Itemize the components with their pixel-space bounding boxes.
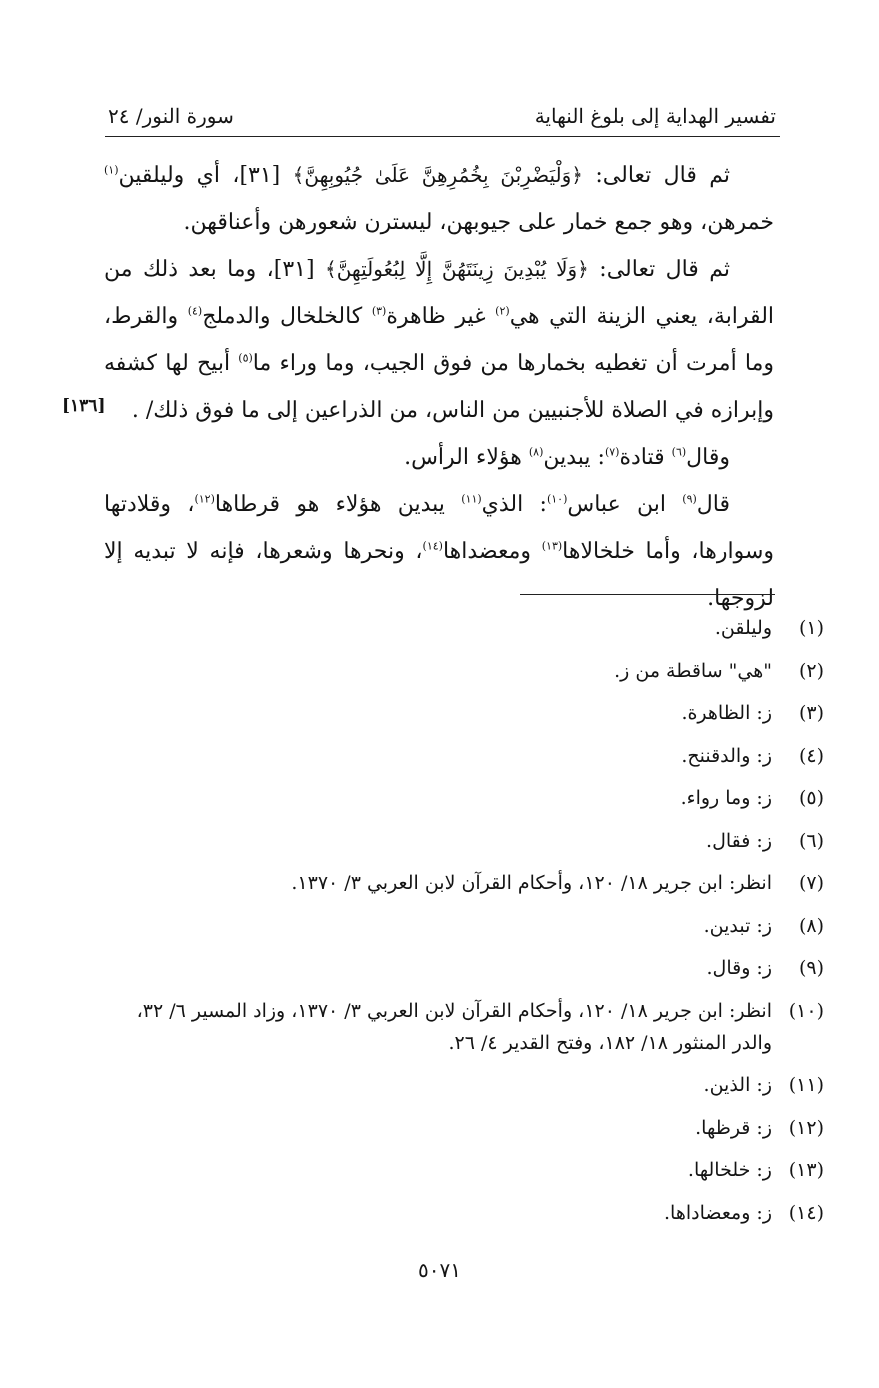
footnote-divider bbox=[520, 594, 775, 595]
footnote-number: (٣) bbox=[798, 702, 824, 724]
footnote-number: (٤) bbox=[798, 744, 824, 767]
footnote-marker: (٤) bbox=[187, 304, 203, 318]
footnote-text: ز: ومعضاداها. bbox=[664, 1201, 772, 1224]
page-number: ٥٠٧١ bbox=[418, 1258, 461, 1282]
footnote-marker: (١) bbox=[104, 163, 119, 177]
footnote-text: ز: فقال. bbox=[706, 829, 772, 852]
footnote-marker: (١٤) bbox=[422, 539, 443, 553]
footnote-marker: (٢) bbox=[495, 304, 510, 318]
footnote-number: (٧) bbox=[798, 872, 824, 894]
footnote-text: وليلقن. bbox=[714, 617, 772, 639]
footnote-text: انظر: ابن جرير ١٨/ ١٢٠، وأحكام القرآن لابن العربي ٣/ ١٣٧٠. bbox=[291, 872, 772, 894]
footnote-13 bbox=[100, 1154, 824, 1186]
footnote-1 bbox=[100, 612, 824, 644]
paragraph-2: ثم قال تعالى: ﴿وَلَا يُبْدِينَ زِينَتَهُنَّ إِلَّا لِبُعُولَتِهِنَّ﴾ [٣١]، وما بعد ذلك من القرابة، يعني الزينة التي هي$^{(٢)}$ غير ظاهرة$^{(٣)}$ كالخلخال والدملج$^{(٤)}$ والقرط، وما أمرت أن تغطيه بخمارها من فوق الجيب، وما وراء ما$^{(٥)}$ أبيح لها كشفه وإبرازه في الصلاة للأجنبيين من الناس، من الذراعين إلى ما فوق ذلك/ . bbox=[104, 257, 775, 423]
footnotes bbox=[100, 612, 824, 1239]
footnote-9 bbox=[100, 952, 824, 984]
footnote-number: (٩) bbox=[798, 957, 824, 979]
footnote-number: (٦) bbox=[798, 829, 824, 852]
footnote-text: "هي" ساقطة من ز. bbox=[614, 659, 772, 682]
footnote-text: ز: خلخالها. bbox=[687, 1159, 772, 1181]
footnote-marker: (١١) bbox=[461, 492, 482, 506]
footnote-number: (٨) bbox=[798, 914, 824, 937]
footnote-text: ز: الذين. bbox=[703, 1074, 772, 1096]
quran-verse: ﴿وَلَا يُبْدِينَ زِينَتَهُنَّ إِلَّا لِبُعُولَتِهِنَّ﴾ bbox=[324, 257, 589, 281]
footnote-marker: (٥) bbox=[238, 351, 253, 365]
footnote-marker: (١٠) bbox=[546, 492, 568, 506]
footnote-text: ز: قرظها. bbox=[695, 1116, 772, 1139]
footnote-5 bbox=[100, 782, 824, 814]
footnote-number: (١) bbox=[798, 617, 824, 639]
footnote-2 bbox=[100, 655, 824, 687]
quran-verse: ﴿وَلْيَضْرِبْنَ بِخُمُرِهِنَّ عَلَىٰ جُيُوبِهِنَّ﴾ bbox=[292, 163, 584, 187]
footnote-text: ز: وما رواء. bbox=[680, 787, 772, 809]
footnote-text: ز: والدقننح. bbox=[681, 744, 772, 767]
footnote-10 bbox=[100, 995, 824, 1059]
manuscript-folio-marker: [١٣٦] bbox=[62, 396, 106, 416]
footnote-text: ز: وقال. bbox=[706, 957, 772, 979]
footnote-14 bbox=[100, 1197, 824, 1229]
footnote-marker: (١٢) bbox=[194, 492, 215, 506]
footnote-7 bbox=[100, 867, 824, 899]
footnote-marker: (٧) bbox=[604, 445, 620, 459]
footnote-4 bbox=[100, 740, 824, 772]
footnote-3 bbox=[100, 697, 824, 729]
footnote-number: (١٢) bbox=[788, 1116, 824, 1139]
paragraph-4: قال$^{(٩)}$ ابن عباس$^{(١٠)}$: الذي$^{(١١)}$ يبدين هؤلاء هو قرطاها$^{(١٢)}$، وقلادتها وسوارها، وأما خلخالاها$^{(١٣)}$ ومعضداها$^{(١٤)}$، ونحرها وشعرها، فإنه لا تبديه إلا لزوجها. bbox=[104, 492, 774, 611]
footnote-marker: (١٣) bbox=[541, 539, 563, 553]
surah-reference: سورة النور/ ٢٤ bbox=[108, 104, 234, 128]
footnote-marker: (٩) bbox=[682, 492, 697, 506]
footnote-marker: (٦) bbox=[671, 445, 687, 459]
footnote-marker: (٨) bbox=[528, 445, 544, 459]
footnote-8 bbox=[100, 910, 824, 942]
main-text bbox=[104, 152, 774, 622]
footnote-text: ز: تبدين. bbox=[703, 914, 772, 937]
paragraph-3: وقال$^{(٦)}$ قتادة$^{(٧)}$: يبدين$^{(٨)}$ هؤلاء الرأس. bbox=[404, 445, 730, 470]
footnote-marker: (٣) bbox=[371, 304, 387, 318]
footnote-number: (٢) bbox=[798, 659, 824, 682]
running-header bbox=[108, 88, 776, 128]
footnote-text: انظر: ابن جرير ١٨/ ١٢٠، وأحكام القرآن لابن العربي ٣/ ١٣٧٠، وزاد المسير ٦/ ٣٢، والدر المنثور ١٨/ ١٨٢، وفتح القدير ٤/ ٢٦. bbox=[136, 999, 772, 1054]
book-title: تفسير الهداية إلى بلوغ النهاية bbox=[534, 104, 776, 128]
footnote-12 bbox=[100, 1112, 824, 1144]
footnote-text: ز: الظاهرة. bbox=[681, 702, 772, 724]
header-divider bbox=[105, 136, 780, 137]
footnote-6 bbox=[100, 825, 824, 857]
footnote-number: (١٠) bbox=[788, 999, 824, 1022]
paragraph-1: ثم قال تعالى: ﴿وَلْيَضْرِبْنَ بِخُمُرِهِنَّ عَلَىٰ جُيُوبِهِنَّ﴾ [٣١]، أي وليلقين$^{(١)}$ خمرهن، وهو جمع خمار على جيوبهن، ليسترن شعورهن وأعناقهن. bbox=[104, 163, 774, 235]
footnote-number: (٥) bbox=[798, 787, 824, 809]
footnote-number: (١٣) bbox=[788, 1159, 824, 1181]
footnote-11 bbox=[100, 1069, 824, 1101]
footnote-number: (١١) bbox=[788, 1074, 824, 1096]
footnote-number: (١٤) bbox=[788, 1201, 824, 1224]
